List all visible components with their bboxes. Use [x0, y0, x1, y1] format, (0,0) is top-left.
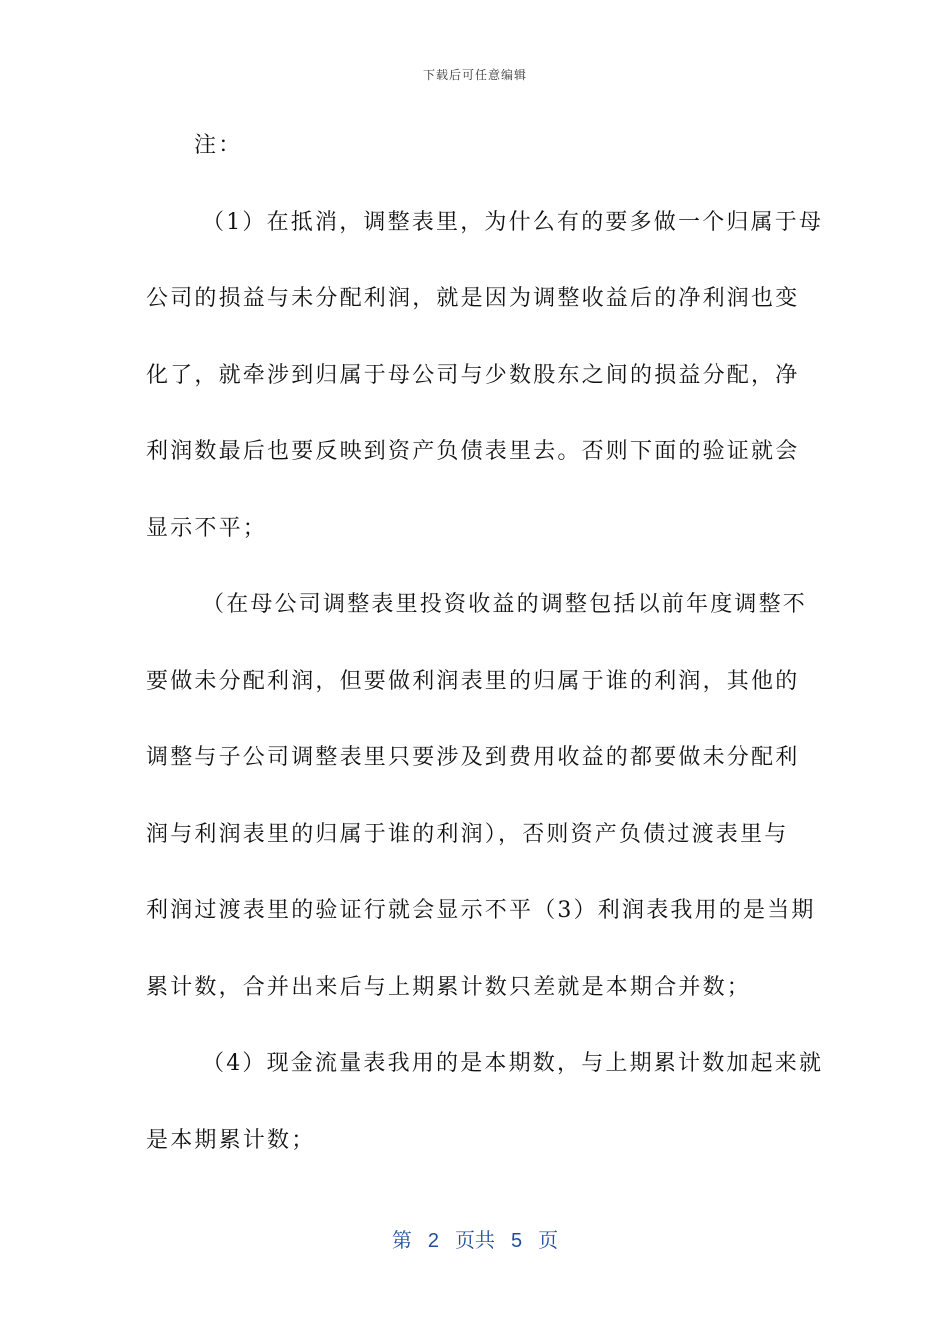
paragraph-2-line-5: 利润过渡表里的验证行就会显示不平（3）利润表我用的是当期	[146, 898, 816, 923]
footer-prefix: 第	[391, 1230, 412, 1252]
paragraph-2-line-4: 润与利润表里的归属于谁的利润），否则资产负债过渡表里与	[146, 821, 789, 847]
paragraph-3-line-2: 是本期累计数；	[146, 1127, 316, 1153]
paragraph-1-line-3: 化了，就牵涉到归属于母公司与少数股东之间的损益分配，净	[146, 362, 800, 388]
page-header: 下载后可任意编辑	[422, 68, 527, 82]
footer-middle: 页共	[455, 1230, 495, 1252]
paragraph-2-line-3: 调整与子公司调整表里只要涉及到费用收益的都要做未分配利	[146, 745, 800, 770]
paragraph-1-line-1: （1）在抵消，调整表里，为什么有的要多做一个归属于母	[202, 209, 824, 235]
paragraph-1-line-2: 公司的损益与未分配利润，就是因为调整收益后的净利润也变	[146, 286, 800, 311]
paragraph-2-line-6: 累计数，合并出来后与上期累计数只差就是本期合并数；	[146, 974, 752, 1000]
paragraph-2-line-2: 要做未分配利润，但要做利润表里的归属于谁的利润，其他的	[146, 668, 800, 694]
note-heading: 注：	[194, 133, 243, 158]
document-body	[146, 126, 824, 1197]
footer-suffix: 页	[538, 1230, 559, 1252]
current-page-number: 2	[427, 1230, 439, 1252]
total-pages-number: 5	[511, 1230, 523, 1252]
paragraph-1-line-4: 利润数最后也要反映到资产负债表里去。否则下面的验证就会	[146, 439, 800, 464]
paragraph-3-line-1: （4）现金流量表我用的是本期数，与上期累计数加起来就	[202, 1051, 824, 1076]
paragraph-1-line-5: 显示不平；	[146, 515, 268, 541]
paragraph-2-line-1: （在母公司调整表里投资收益的调整包括以前年度调整不	[202, 592, 808, 617]
page-footer	[0, 1224, 950, 1253]
